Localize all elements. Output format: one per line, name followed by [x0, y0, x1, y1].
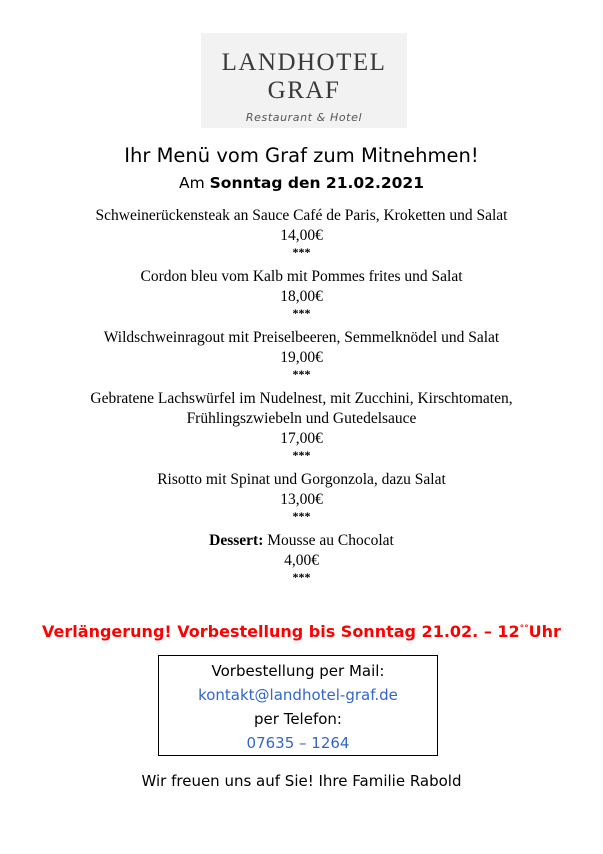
contact-mail-label: Vorbestellung per Mail: — [211, 662, 385, 680]
logo-line-graf: GRAF — [267, 77, 341, 104]
menu-date — [0, 174, 603, 192]
menu-item-price: 13,00€ — [280, 491, 323, 508]
preorder-notice-superscript: °° — [519, 624, 529, 634]
dessert-price: 4,00€ — [284, 552, 319, 569]
contact-email-link[interactable]: kontakt@landhotel-graf.de — [198, 686, 398, 704]
menu-date-prefix: Am — [179, 174, 210, 192]
logo-line-landhotel: LANDHOTEL — [221, 49, 387, 76]
dessert-item — [0, 531, 603, 583]
menu-item-price: 18,00€ — [280, 288, 323, 305]
menu-item-name-line1: Gebratene Lachswürfel im Nudelnest, mit Zucchini, Kirschtomaten, — [90, 390, 513, 407]
preorder-notice-suffix: Uhr — [528, 622, 561, 641]
footer-greeting: Wir freuen uns auf Sie! Ihre Familie Rabold — [141, 772, 462, 790]
logo-tagline: Restaurant & Hotel — [245, 111, 363, 124]
menu-item-name: Schweinerückensteak an Sauce Café de Paris, Kroketten und Salat — [95, 207, 508, 224]
menu-item — [0, 267, 603, 319]
contact-phone-label: per Telefon: — [254, 710, 342, 728]
menu-item-price: 17,00€ — [280, 430, 323, 447]
menu-item-name-line2: Frühlingszwiebeln und Gutedelsauce — [186, 410, 417, 427]
menu-item — [0, 470, 603, 522]
menu-date-value: Sonntag den 21.02.2021 — [209, 174, 424, 192]
menu-item — [0, 328, 603, 380]
contact-box — [158, 655, 438, 756]
dessert-label: Dessert: — [209, 532, 264, 549]
dessert-line — [0, 531, 603, 551]
menu-item-separator: *** — [292, 306, 311, 320]
menu-item-separator: *** — [292, 367, 311, 381]
menu-item-separator: *** — [292, 245, 311, 259]
contact-phone-link[interactable]: 07635 – 1264 — [246, 734, 350, 752]
menu-item-name: Wildschweinragout mit Preiselbeeren, Semmelknödel und Salat — [103, 329, 500, 346]
hotel-logo — [201, 33, 407, 128]
preorder-notice — [0, 622, 603, 641]
menu-item-name: Risotto mit Spinat und Gorgonzola, dazu Salat — [157, 471, 446, 488]
menu-item-price: 19,00€ — [280, 349, 323, 366]
dessert-separator: *** — [292, 570, 311, 584]
menu-item-separator: *** — [292, 509, 311, 523]
menu-item-name: Cordon bleu vom Kalb mit Pommes frites und Salat — [140, 268, 463, 285]
menu-item — [0, 206, 603, 258]
menu-item-separator: *** — [292, 448, 311, 462]
page-title: Ihr Menü vom Graf zum Mitnehmen! — [124, 144, 479, 167]
menu-list — [0, 206, 603, 592]
preorder-notice-text: Verlängerung! Vorbestellung bis Sonntag 21.02. – 12 — [42, 622, 520, 641]
menu-item — [0, 389, 603, 461]
menu-item-price: 14,00€ — [280, 227, 323, 244]
dessert-name: Mousse au Chocolat — [263, 532, 394, 549]
